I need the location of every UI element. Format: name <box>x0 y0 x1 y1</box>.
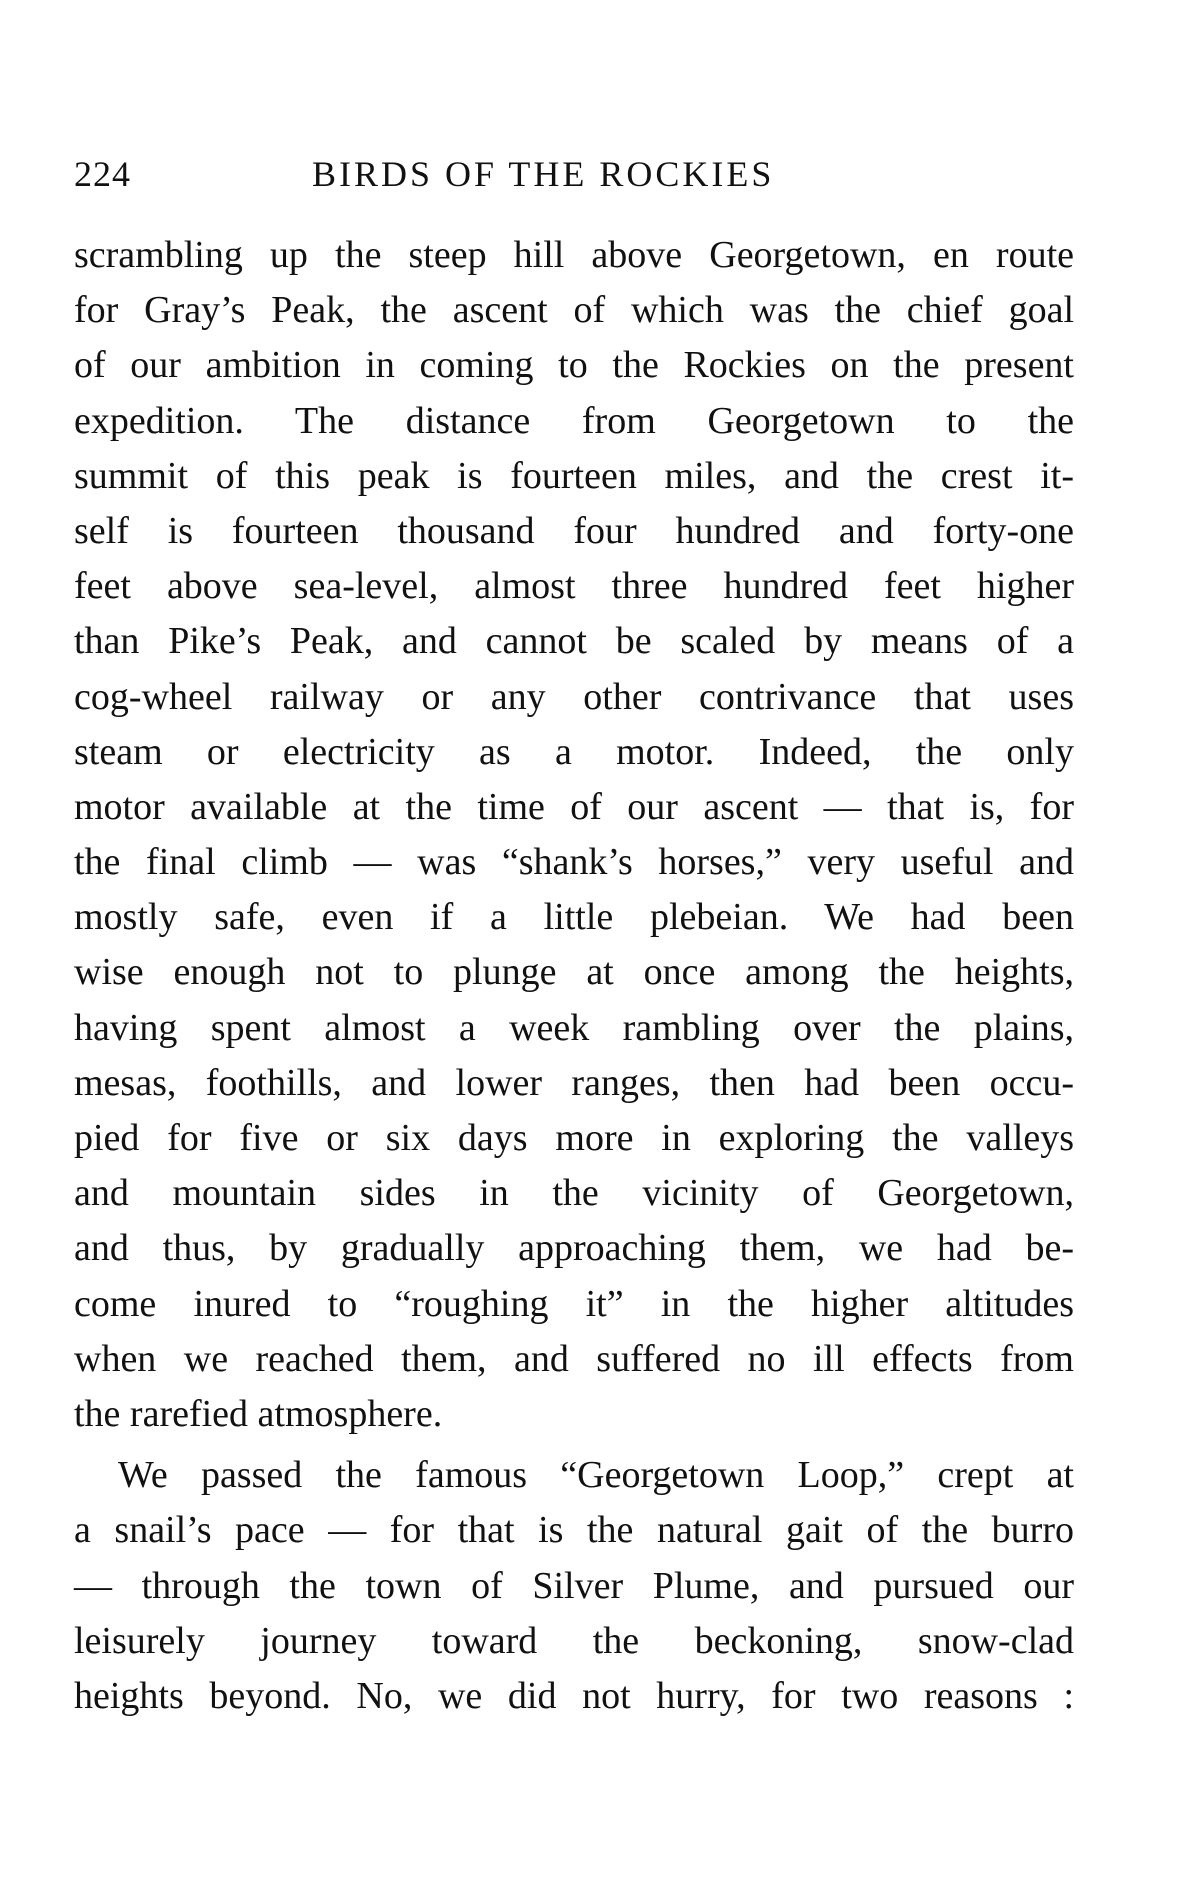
text-line: wise enough not to plunge at once among the heights, <box>74 951 1074 994</box>
text-line: leisurely journey toward the beckoning, snow-clad <box>74 1619 1074 1662</box>
text-line: when we reached them, and suffered no ill effects from <box>74 1337 1074 1380</box>
text-line: scrambling up the steep hill above Georgetown, en route <box>74 234 1074 276</box>
paragraph-2 <box>74 1448 1074 1724</box>
text-line: mesas, foothills, and lower ranges, then had been occu- <box>74 1061 1074 1104</box>
text-line: motor available at the time of our ascent — that is, for <box>74 785 1074 828</box>
text-line: the final climb — was “shank’s horses,” very useful and <box>74 841 1074 884</box>
paragraph-1 <box>74 228 1074 1442</box>
text-line: of our ambition in coming to the Rockies on the present <box>74 344 1074 387</box>
text-line: cog-wheel railway or any other contrivance that uses <box>74 675 1074 718</box>
text-line: come inured to “roughing it” in the higher altitudes <box>74 1282 1074 1325</box>
text-line: and mountain sides in the vicinity of Georgetown, <box>74 1172 1074 1215</box>
text-line: mostly safe, even if a little plebeian. We had been <box>74 896 1074 939</box>
running-head <box>74 150 1074 198</box>
text-line: heights beyond. No, we did not hurry, for two reasons : <box>74 1674 1074 1717</box>
text-line: summit of this peak is fourteen miles, and the crest it- <box>74 454 1074 497</box>
text-line: a snail’s pace — for that is the natural gait of the burro <box>74 1509 1074 1552</box>
text-line: self is fourteen thousand four hundred and forty-one <box>74 509 1074 552</box>
text-line: We passed the famous “Georgetown Loop,” crept at <box>118 1454 1074 1497</box>
text-line: for Gray’s Peak, the ascent of which was the chief goal <box>74 289 1074 332</box>
text-line: the rarefied atmosphere. <box>74 1392 443 1435</box>
text-line: than Pike’s Peak, and cannot be scaled by means of a <box>74 620 1074 663</box>
text-line: pied for five or six days more in exploring the valleys <box>74 1117 1074 1159</box>
text-line: and thus, by gradually approaching them, we had be- <box>74 1227 1074 1270</box>
text-line: feet above sea-level, almost three hundred feet higher <box>74 565 1074 608</box>
page-number: 224 <box>74 154 131 194</box>
text-line: having spent almost a week rambling over the plains, <box>74 1006 1074 1049</box>
text-line: steam or electricity as a motor. Indeed, the only <box>74 730 1074 773</box>
text-line: expedition. The distance from Georgetown to the <box>74 399 1074 442</box>
running-title: BIRDS OF THE ROCKIES <box>312 154 775 194</box>
text-line: — through the town of Silver Plume, and pursued our <box>74 1564 1074 1607</box>
body-text <box>74 228 1074 1724</box>
